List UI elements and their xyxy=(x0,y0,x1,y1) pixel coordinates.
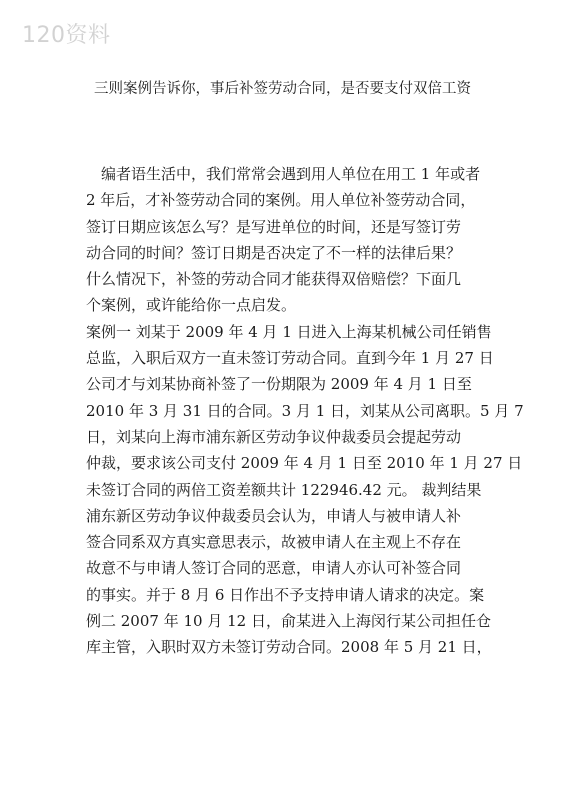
body-text-line: 故意不与申请人签订合同的恶意，申请人亦认可补签合同 xyxy=(86,559,462,578)
document-title: 三则案例告诉你，事后补签劳动合同，是否要支付双倍工资 xyxy=(94,81,471,97)
body-text-line: 库主管，入职时双方未签订劳动合同。2008 年 5 月 21 日， xyxy=(86,638,492,657)
body-text-line: 总监，入职后双方一直未签订劳动合同。直到今年 1 月 27 日 xyxy=(86,349,494,368)
body-text-line: 什么情况下，补签的劳动合同才能获得双倍赔偿？下面几 xyxy=(86,270,462,289)
body-text-line: 未签订合同的两倍工资差额共计 122946.42 元。 裁判结果 xyxy=(86,480,482,499)
body-text-line: 签订日期应该怎么写？是写进单位的时间，还是写签订劳 xyxy=(86,217,462,236)
body-text-line: 浦东新区劳动争议仲裁委员会认为，申请人与被申请人补 xyxy=(86,506,462,525)
body-text-line: 仲裁，要求该公司支付 2009 年 4 月 1 日至 2010 年 1 月 27 日 xyxy=(86,454,523,473)
body-text-line: 日，刘某向上海市浦东新区劳动争议仲裁委员会提起劳动 xyxy=(86,427,462,446)
body-text-line: 的事实。并于 8 月 6 日作出不予支持申请人请求的决定。案 xyxy=(86,585,485,604)
body-text-line: 编者语生活中，我们常常会遇到用人单位在用工 1 年或者 xyxy=(86,165,481,183)
body-text-line: 2010 年 3 月 31 日的合同。3 月 1 日，刘某从公司离职。5 月 7 xyxy=(86,401,524,420)
body-text-line: 案例一 刘某于 2009 年 4 月 1 日进入上海某机械公司任销售 xyxy=(86,322,492,341)
body-text-line: 2 年后，才补签劳动合同的案例。用人单位补签劳动合同， xyxy=(86,191,476,210)
body-text-line: 公司才与刘某协商补签了一份期限为 2009 年 4 月 1 日至 xyxy=(86,375,472,394)
body-text-line: 例二 2007 年 10 月 12 日，俞某进入上海闵行某公司担任仓 xyxy=(86,612,491,631)
document-body xyxy=(86,161,524,661)
watermark: 120资料 xyxy=(22,23,111,48)
body-text-line: 动合同的时间？签订日期是否决定了不一样的法律后果？ xyxy=(86,243,462,262)
body-text-line: 个案例，或许能给你一点启发。 xyxy=(86,296,297,315)
body-text-line: 签合同系双方真实意思表示，故被申请人在主观上不存在 xyxy=(86,533,462,552)
